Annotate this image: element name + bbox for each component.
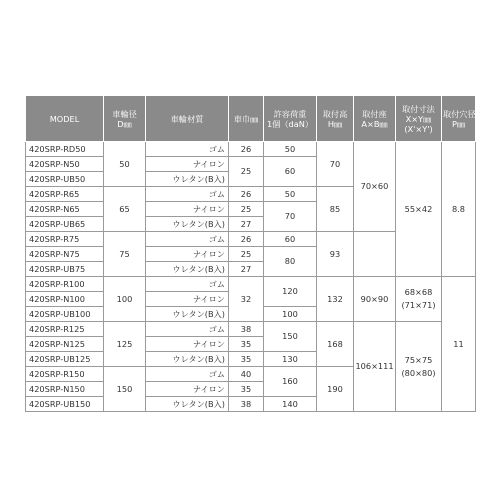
mount-value: 75×75 bbox=[404, 354, 433, 365]
height-cell: 190 bbox=[317, 367, 354, 412]
model-cell: 420SRP-R125 bbox=[26, 322, 104, 337]
model-cell: 420SRP-UB65 bbox=[26, 217, 104, 232]
mount-value: 68×68 bbox=[404, 287, 433, 297]
model-cell: 420SRP-R65 bbox=[26, 187, 104, 202]
header-plate: 取付座 A×B㎜ bbox=[354, 96, 396, 142]
width-cell: 25 bbox=[229, 202, 264, 217]
material-cell: ゴム bbox=[146, 277, 229, 292]
header-width: 車巾㎜ bbox=[229, 96, 264, 142]
material-cell: ゴム bbox=[146, 367, 229, 382]
wheel-dia-cell: 75 bbox=[104, 232, 146, 277]
plate-cell: 70×60 bbox=[354, 142, 396, 232]
material-cell: ナイロン bbox=[146, 382, 229, 397]
model-cell: 420SRP-UB50 bbox=[26, 172, 104, 187]
material-cell: ナイロン bbox=[146, 337, 229, 352]
model-cell: 420SRP-R75 bbox=[26, 232, 104, 247]
hole-cell: 8.8 bbox=[442, 142, 476, 277]
mount-value-alt: (80×80) bbox=[401, 367, 436, 378]
width-cell: 35 bbox=[229, 352, 264, 367]
model-cell: 420SRP-UB150 bbox=[26, 397, 104, 412]
model-cell: 420SRP-N150 bbox=[26, 382, 104, 397]
material-cell: ウレタン(B入) bbox=[146, 352, 229, 367]
material-cell: ナイロン bbox=[146, 292, 229, 307]
load-cell: 60 bbox=[264, 232, 317, 247]
plate-cell-empty bbox=[354, 232, 396, 277]
header-material: 車輪材質 bbox=[146, 96, 229, 142]
model-cell: 420SRP-R100 bbox=[26, 277, 104, 292]
material-cell: ウレタン(B入) bbox=[146, 262, 229, 277]
material-cell: ウレタン(B入) bbox=[146, 217, 229, 232]
model-cell: 420SRP-UB75 bbox=[26, 262, 104, 277]
mount-value-alt: (71×71) bbox=[401, 300, 436, 310]
load-cell: 150 bbox=[264, 322, 317, 352]
caster-spec-table bbox=[25, 95, 476, 412]
wheel-dia-cell: 50 bbox=[104, 142, 146, 187]
width-cell: 35 bbox=[229, 382, 264, 397]
load-cell: 60 bbox=[264, 157, 317, 187]
load-cell: 160 bbox=[264, 367, 317, 397]
load-cell: 100 bbox=[264, 307, 317, 322]
model-cell: 420SRP-UB125 bbox=[26, 352, 104, 367]
height-cell: 168 bbox=[317, 322, 354, 367]
width-cell: 26 bbox=[229, 142, 264, 157]
table-row bbox=[26, 142, 476, 157]
header-row bbox=[26, 96, 476, 142]
load-cell: 80 bbox=[264, 247, 317, 277]
width-cell: 32 bbox=[229, 277, 264, 322]
material-cell: ゴム bbox=[146, 142, 229, 157]
header-hole: 取付穴径 P㎜ bbox=[442, 96, 476, 142]
table-row bbox=[26, 277, 476, 292]
spec-table-container bbox=[25, 95, 475, 412]
width-cell: 26 bbox=[229, 232, 264, 247]
wheel-dia-cell: 125 bbox=[104, 322, 146, 367]
width-cell: 26 bbox=[229, 187, 264, 202]
material-cell: ゴム bbox=[146, 187, 229, 202]
header-height: 取付高 H㎜ bbox=[317, 96, 354, 142]
mount-cell bbox=[396, 277, 442, 322]
header-load: 許容荷重 1個（daN） bbox=[264, 96, 317, 142]
header-wheel-dia: 車輪径 D㎜ bbox=[104, 96, 146, 142]
load-cell: 50 bbox=[264, 187, 317, 202]
plate-cell: 106×111 bbox=[354, 322, 396, 412]
model-cell: 420SRP-N50 bbox=[26, 157, 104, 172]
mount-cell bbox=[396, 322, 442, 412]
width-cell: 35 bbox=[229, 337, 264, 352]
hole-cell: 11 bbox=[442, 277, 476, 412]
mount-cell: 55×42 bbox=[396, 142, 442, 277]
material-cell: ナイロン bbox=[146, 202, 229, 217]
width-cell: 40 bbox=[229, 367, 264, 382]
load-cell: 120 bbox=[264, 277, 317, 307]
model-cell: 420SRP-N65 bbox=[26, 202, 104, 217]
model-cell: 420SRP-N100 bbox=[26, 292, 104, 307]
wheel-dia-cell: 65 bbox=[104, 187, 146, 232]
wheel-dia-cell: 150 bbox=[104, 367, 146, 412]
model-cell: 420SRP-N125 bbox=[26, 337, 104, 352]
load-cell: 50 bbox=[264, 142, 317, 157]
material-cell: ウレタン(B入) bbox=[146, 307, 229, 322]
model-cell: 420SRP-N75 bbox=[26, 247, 104, 262]
model-cell: 420SRP-RD50 bbox=[26, 142, 104, 157]
width-cell: 27 bbox=[229, 217, 264, 232]
width-cell: 25 bbox=[229, 247, 264, 262]
table-row bbox=[26, 322, 476, 337]
material-cell: ゴム bbox=[146, 232, 229, 247]
width-cell: 27 bbox=[229, 262, 264, 277]
width-cell: 25 bbox=[229, 157, 264, 187]
width-cell: 38 bbox=[229, 397, 264, 412]
model-cell: 420SRP-UB100 bbox=[26, 307, 104, 322]
height-cell: 85 bbox=[317, 187, 354, 232]
height-cell: 93 bbox=[317, 232, 354, 277]
material-cell: ナイロン bbox=[146, 157, 229, 172]
load-cell: 70 bbox=[264, 202, 317, 232]
material-cell: ナイロン bbox=[146, 247, 229, 262]
header-mount: 取付寸法 X×Y㎜ (X'×Y') bbox=[396, 96, 442, 142]
material-cell: ウレタン(B入) bbox=[146, 397, 229, 412]
height-cell: 132 bbox=[317, 277, 354, 322]
material-cell: ウレタン(B入) bbox=[146, 172, 229, 187]
model-cell: 420SRP-R150 bbox=[26, 367, 104, 382]
load-cell: 140 bbox=[264, 397, 317, 412]
height-cell: 70 bbox=[317, 142, 354, 187]
header-model: MODEL bbox=[26, 96, 104, 142]
wheel-dia-cell: 100 bbox=[104, 277, 146, 322]
material-cell: ゴム bbox=[146, 322, 229, 337]
width-cell: 38 bbox=[229, 322, 264, 337]
plate-cell: 90×90 bbox=[354, 277, 396, 322]
load-cell: 130 bbox=[264, 352, 317, 367]
